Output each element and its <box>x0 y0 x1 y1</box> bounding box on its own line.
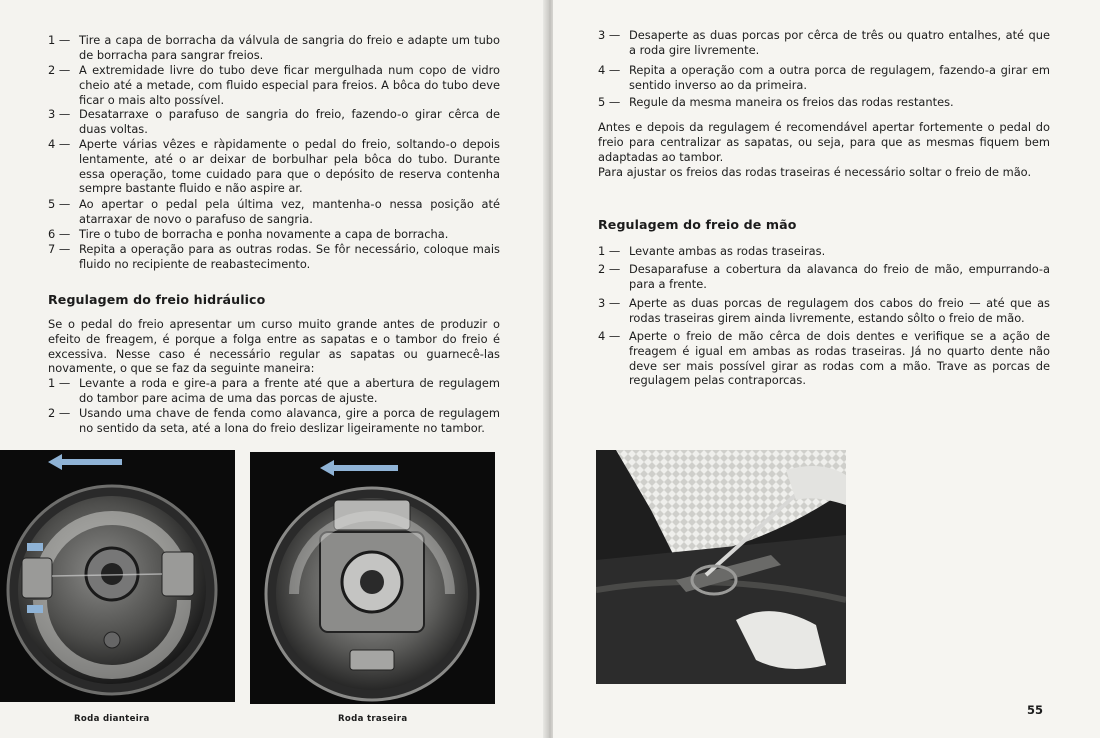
section-heading: Regulagem do freio de mão <box>598 217 797 232</box>
step-number: 1 — <box>598 244 621 258</box>
list-item <box>598 296 1050 326</box>
list-item <box>598 63 1050 93</box>
list-item <box>48 406 500 436</box>
step-number: 6 — <box>48 227 71 241</box>
step-text: Aperte as duas porcas de regulagem dos cabos do freio — até que as rodas traseiras girem ainda livremente, estando sôlto o freio de mão. <box>629 296 1050 325</box>
step-text: Levante ambas as rodas traseiras. <box>629 244 826 258</box>
step-text: Ao apertar o pedal pela última vez, mantenha-o nessa posição até atarraxar de novo o parafuso de sangria. <box>79 197 500 226</box>
list-item <box>598 95 1050 110</box>
step-text: Repita a operação para as outras rodas. Se fôr necessário, coloque mais fluido no recipiente de reabastecimento. <box>79 242 500 271</box>
rear-wheel-photo <box>250 452 495 704</box>
arrow-icon <box>48 454 122 470</box>
step-text: Tire o tubo de borracha e ponha novamente a capa de borracha. <box>79 227 449 241</box>
step-text: Usando uma chave de fenda como alavanca, gire a porca de regulagem no sentido da seta, até a lona do freio deslizar ligeiramente no tambor. <box>79 406 500 435</box>
list-item <box>48 107 500 137</box>
list-item <box>598 262 1050 292</box>
step-number: 4 — <box>598 63 621 77</box>
step-text: Repita a operação com a outra porca de regulagem, fazendo-a girar em sentido inverso ao da primeira. <box>629 63 1050 92</box>
list-item <box>48 227 500 242</box>
intro-paragraph: Se o pedal do freio apresentar um curso muito grande antes de produzir o efeito de freagem, é porque a folga entre as sapatas e o tambor do freio é excessiva. Nesse caso é necessário regular as sapatas ou guarnecê-las novamente, o que se faz da seguinte maneira: <box>48 317 500 376</box>
rear-brake-illustration <box>250 452 495 704</box>
step-number: 3 — <box>598 28 621 42</box>
arrow-icon <box>320 460 398 476</box>
handbrake-illustration <box>596 450 846 684</box>
list-item <box>48 242 500 272</box>
step-number: 5 — <box>598 95 621 109</box>
front-wheel-caption: Roda dianteira <box>74 714 150 724</box>
left-page <box>0 0 547 738</box>
list-item <box>598 28 1050 58</box>
list-item <box>48 33 500 63</box>
right-page <box>553 0 1100 738</box>
step-number: 4 — <box>598 329 621 343</box>
step-number: 5 — <box>48 197 71 211</box>
step-number: 2 — <box>598 262 621 276</box>
step-number: 4 — <box>48 137 71 151</box>
paragraph: Antes e depois da regulagem é recomendável apertar fortemente o pedal do freio para centralizar as sapatas, ou seja, para que as mesmas fiquem bem adaptadas ao tambor. <box>598 120 1050 164</box>
list-item <box>48 137 500 197</box>
list-item <box>598 244 1050 259</box>
step-text: Regule da mesma maneira os freios das rodas restantes. <box>629 95 954 109</box>
step-text: A extremidade livre do tubo deve ficar mergulhada num copo de vidro cheio até a metade, com fluido especial para freios. A bôca do tubo deve ficar o mais alto possível. <box>79 63 500 107</box>
step-text: Desaperte as duas porcas por cêrca de três ou quatro entalhes, até que a roda gire livremente. <box>629 28 1050 57</box>
page-number: 55 <box>1027 703 1044 717</box>
step-text: Desaparafuse a cobertura da alavanca do freio de mão, empurrando-a para a frente. <box>629 262 1050 291</box>
step-text: Aperte o freio de mão cêrca de dois dentes e verifique se a ação de freagem é igual em ambas as rodas traseiras. Já no quarto dente não deve ser mais possível girar as rodas com a mão. Trave as porcas de regulagem pelas contraporcas. <box>629 329 1050 388</box>
handbrake-photo <box>596 450 846 684</box>
step-text: Aperte várias vêzes e ràpidamente o pedal do freio, soltando-o depois lentamente, até o ar deixar de borbulhar pela bôca do tubo. Durante essa operação, tome cuidado para que o depósito de reserva contenha sempre bastante fluido e não aspire ar. <box>79 137 500 196</box>
section-heading: Regulagem do freio hidráulico <box>48 292 266 307</box>
list-item <box>48 197 500 227</box>
step-number: 2 — <box>48 406 71 420</box>
rear-wheel-caption: Roda traseira <box>338 714 408 724</box>
step-text: Levante a roda e gire-a para a frente até que a abertura de regulagem do tambor pare acima de uma das porcas de ajuste. <box>79 376 500 405</box>
step-number: 1 — <box>48 376 71 390</box>
front-brake-illustration <box>0 450 235 702</box>
paragraph: Para ajustar os freios das rodas traseiras é necessário soltar o freio de mão. <box>598 165 1032 179</box>
step-number: 2 — <box>48 63 71 77</box>
step-number: 3 — <box>598 296 621 310</box>
list-item <box>48 63 500 108</box>
list-item <box>48 376 500 406</box>
step-number: 1 — <box>48 33 71 47</box>
step-number: 3 — <box>48 107 71 121</box>
list-item <box>598 329 1050 389</box>
step-text: Tire a capa de borracha da válvula de sangria do freio e adapte um tubo de borracha para sangrar freios. <box>79 33 500 62</box>
step-text: Desatarraxe o parafuso de sangria do freio, fazendo-o girar cêrca de duas voltas. <box>79 107 500 136</box>
front-wheel-photo <box>0 450 235 702</box>
step-number: 7 — <box>48 242 71 256</box>
